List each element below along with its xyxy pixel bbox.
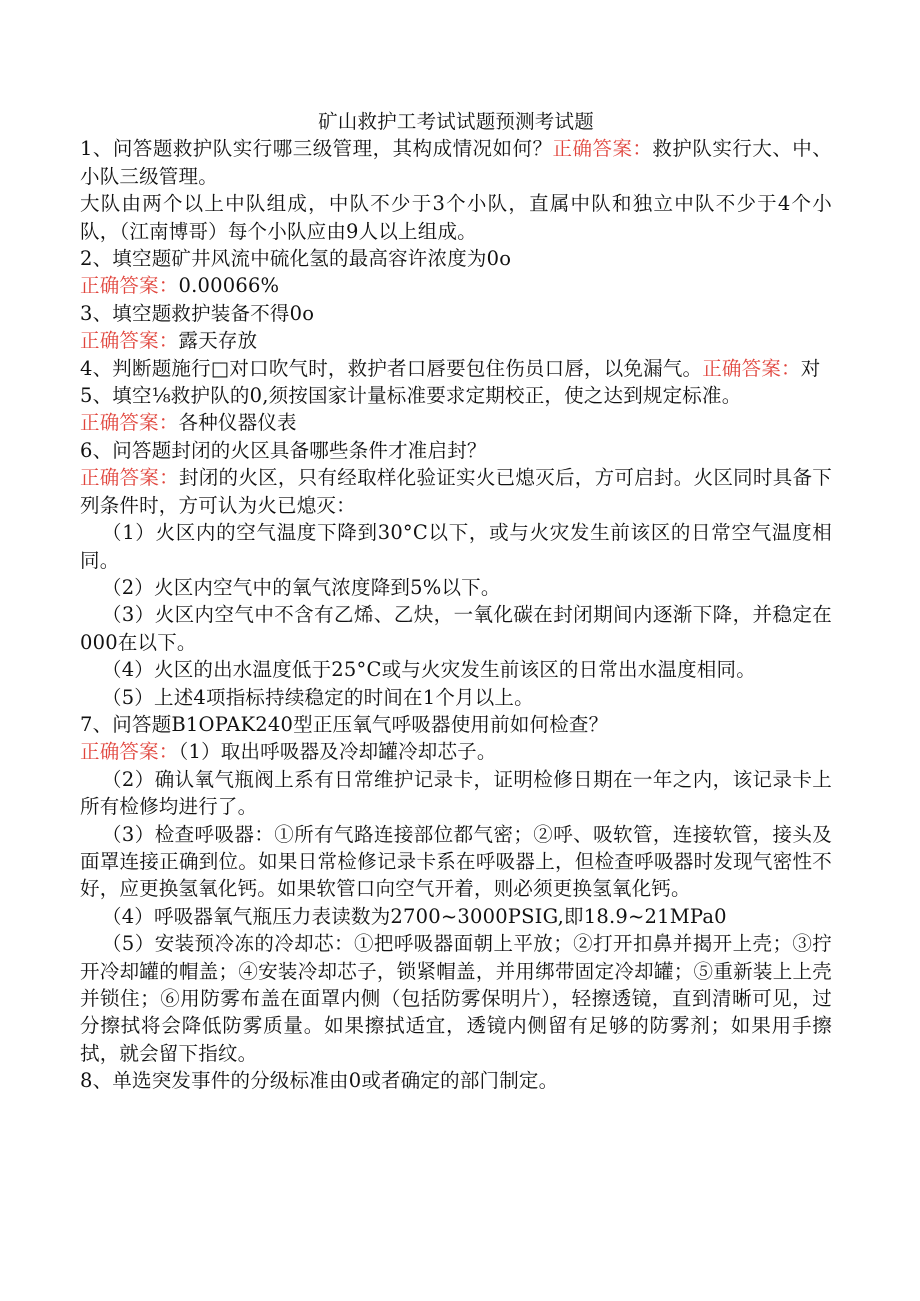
answer-label: 正确答案： [80,466,179,490]
answer-label: 正确答案： [80,411,179,435]
answer-6-item: （4）火区的出水温度低于25°C或与火灾发生前该区的日常出水温度相同。 [102,658,756,682]
question-4 [80,355,832,382]
answer-6-item: （1）火区内的空气温度下降到30°C以下，或与火灾发生前该区的日常空气温度相同。 [80,521,832,572]
question-1-text: 1、问答题救护队实行哪三级管理，其构成情况如何？ [80,137,553,161]
answer-7-item: （3）检查呼吸器：①所有气路连接部位都气密；②呼、吸软管，连接软管，接头及面罩连接正确到位。如果日常检修记录卡系在呼吸器上，但检查呼吸器时发现气密性不好，应更换氢氧化钙。如果软管口向空气开着，则必须更换氢氧化钙。 [80,822,832,901]
question-1 [80,135,832,190]
answer-5 [80,409,832,436]
answer-1-text: 救护队实行大、中、小队三级管理。 [80,137,832,188]
answer-4-text: 对 [800,356,821,380]
answer-7-item: （4）呼吸器氧气瓶压力表读数为2700~3000PSIG,即18.9~21MPa0 [102,904,727,928]
answer-7 [80,738,832,765]
answer-6-text: 封闭的火区，只有经取样化验证实火已熄灭后，方可启封。火区同时具备下列条件时，方可认为火已熄灭： [80,466,832,517]
answer-6 [80,464,832,519]
answer-label: 正确答案： [80,329,179,353]
question-6: 6、问答题封闭的火区具备哪些条件才准启封？ [80,438,487,462]
answer-6-item: （3）火区内空气中不含有乙烯、乙炔，一氧化碳在封闭期间内逐渐下降，并稳定在000在以下。 [80,603,832,654]
answer-3 [80,327,832,354]
answer-6-item: （5）上述4项指标持续稳定的时间在1个月以上。 [102,685,534,709]
answer-7-item: （5）安装预冷冻的冷却芯：①把呼吸器面朝上平放；②打开扣鼻并揭开上壳；③拧开冷却罐的帽盖；④安装冷却芯子，锁紧帽盖，并用绑带固定冷却罐；⑤重新装上上壳并锁住；⑥用防雾布盖在面罩内侧（包括防雾保明片），轻擦透镜，直到清晰可见，过分擦拭将会降低防雾质量。如果擦拭适宜，透镜内侧留有足够的防雾剂；如果用手擦拭，就会留下指纹。 [80,932,832,1065]
answer-label: 正确答案： [702,356,801,380]
answer-label: 正确答案： [552,137,653,161]
question-7: 7、问答题B1OPAK240型正压氧气呼吸器使用前如何检查？ [80,712,609,736]
answer-2 [80,272,832,299]
answer-label: 正确答案： [80,740,179,764]
answer-7-item: （2）确认氧气瓶阀上系有日常维护记录卡，证明检修日期在一年之内，该记录卡上所有检修均进行了。 [80,767,832,819]
answer-6-item: （2）火区内空气中的氧气浓度降到5%以下。 [102,575,501,599]
answer-5-text: 各种仪器仪表 [178,411,297,435]
question-4-text: 4、判断题施行□对口吹气时，救护者口唇要包住伤员口唇，以免漏气。 [80,356,703,380]
question-5: 5、填空⅛救护队的0,须按国家计量标准要求定期校正，使之达到规定标准。 [80,384,742,408]
answer-3-text: 露天存放 [178,329,258,353]
answer-7-text: （1）取出呼吸器及冷却罐冷却芯子。 [178,740,497,764]
question-8: 8、单选突发事件的分级标准由0或者确定的部门制定。 [80,1069,559,1093]
document-page [80,108,832,1095]
document-title: 矿山救护工考试试题预测考试题 [318,110,594,133]
question-2: 2、填空题矿井风流中硫化氢的最高容许浓度为0o [80,247,512,271]
answer-1-continued: 大队由两个以上中队组成，中队不少于3个小队，直属中队和独立中队不少于4个小队，（江南博哥）每个小队应由9人以上组成。 [80,192,832,243]
answer-2-text: 0.00066% [178,274,280,298]
answer-label: 正确答案： [80,274,179,298]
question-3: 3、填空题救护装备不得0o [80,301,315,325]
